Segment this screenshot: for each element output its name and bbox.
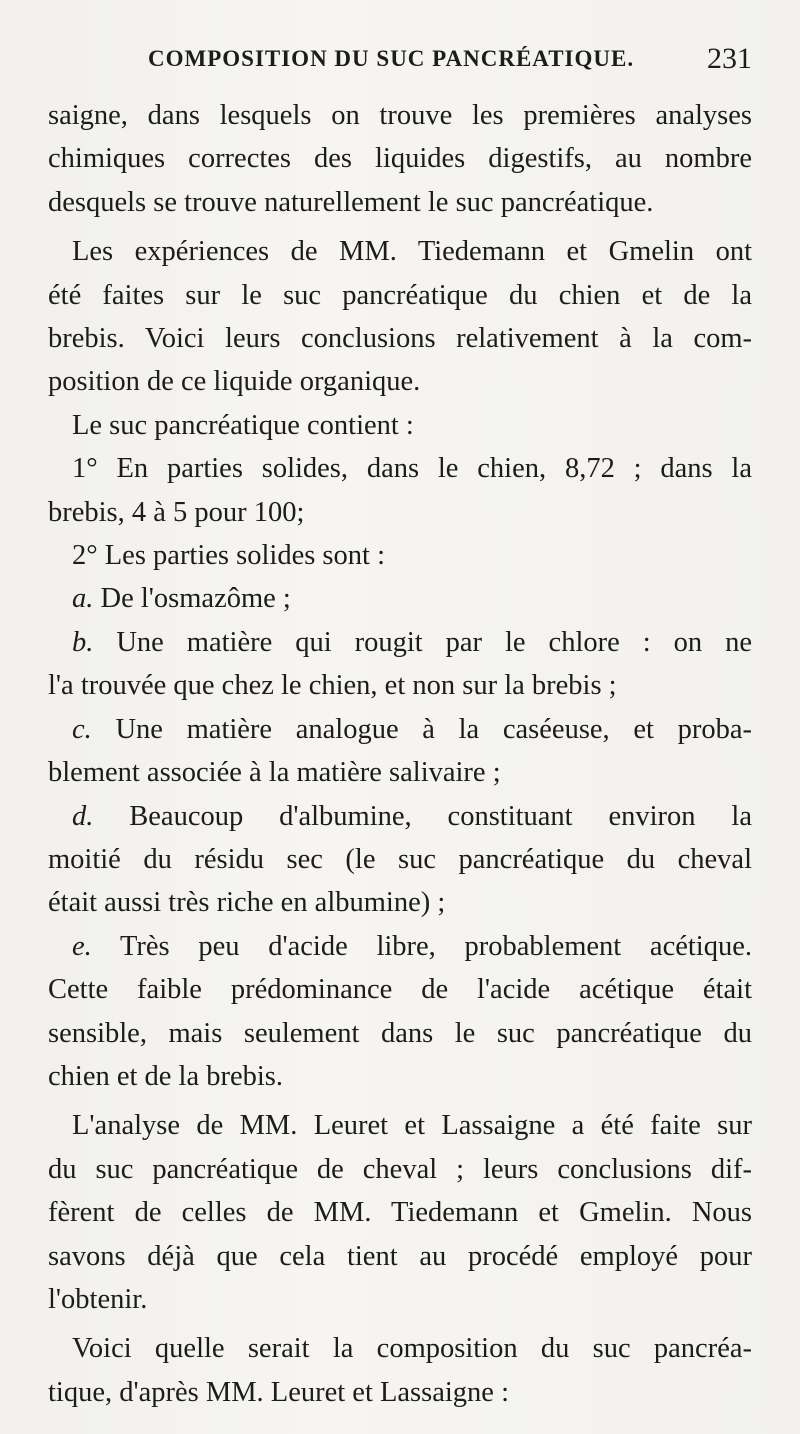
text-line: brebis. Voici leurs conclusions relativement à la com- (48, 323, 752, 355)
list-item-1-line (48, 491, 752, 534)
text-line: Très peu d'acide libre, probablement acétique. (91, 930, 752, 962)
paragraph-continuation-line (48, 137, 752, 180)
list-item-d-line (48, 881, 752, 924)
text-line: 1° En parties solides, dans le chien, 8,72 ; dans la (72, 453, 752, 485)
text-line: l'obtenir. (48, 1283, 148, 1315)
paragraph-line (48, 1278, 752, 1321)
paragraph-line (48, 317, 752, 360)
text-line: été faites sur le suc pancréatique du chien et de la (48, 279, 752, 311)
list-item-e (48, 925, 752, 968)
list-item-b-line (48, 664, 752, 707)
paragraph-contient (48, 404, 752, 447)
paragraph-tiedemann (48, 230, 752, 273)
running-title: COMPOSITION DU SUC PANCRÉATIQUE. (148, 46, 635, 71)
running-head (48, 44, 752, 94)
list-item-c (48, 708, 752, 751)
text-line: De l'osmazôme ; (93, 583, 291, 615)
item-letter: a. (72, 583, 94, 615)
text-line: était aussi très riche en albumine) ; (48, 887, 446, 919)
paragraph-continuation-line (48, 181, 752, 224)
text-line: du suc pancréatique de cheval ; leurs conclusions dif- (48, 1153, 752, 1185)
text-line: l'a trouvée que chez le chien, et non sur la brebis ; (48, 670, 617, 702)
item-letter: c. (72, 713, 92, 745)
text-line: fèrent de celles de MM. Tiedemann et Gmelin. Nous (48, 1197, 752, 1229)
text-line: saigne, dans lesquels on trouve les premières analyses (48, 100, 752, 131)
text-line: chimiques correctes des liquides digestifs, au nombre (48, 143, 752, 175)
text-line: brebis, 4 à 5 pour 100; (48, 496, 305, 528)
paragraph-continuation (48, 94, 752, 137)
item-letter: e. (72, 930, 92, 962)
text-line: Une matière analogue à la caséeuse, et proba- (91, 713, 752, 745)
list-item-a (48, 577, 752, 620)
text-line: Les expériences de MM. Tiedemann et Gmelin ont (72, 236, 752, 268)
text-line: Cette faible prédominance de l'acide acétique était (48, 974, 752, 1006)
text-line: L'analyse de MM. Leuret et Lassaigne a été faite sur (72, 1110, 752, 1142)
text-line: chien et de la brebis. (48, 1060, 284, 1092)
text-line: tique, d'après MM. Leuret et Lassaigne : (48, 1376, 509, 1408)
list-item-b (48, 621, 752, 664)
paragraph-composition (48, 1327, 752, 1370)
text-line: desquels se trouve naturellement le suc pancréatique. (48, 186, 654, 218)
text-line: moitié du résidu sec (le suc pancréatique du cheval (48, 843, 752, 875)
list-item-e-line (48, 1012, 752, 1055)
text-line: Beaucoup d'albumine, constituant environ la (93, 800, 752, 832)
paragraph-line (48, 274, 752, 317)
item-letter: d. (72, 800, 94, 832)
text-line: sensible, mais seulement dans le suc pancréatique du (48, 1017, 752, 1049)
list-item-e-line (48, 1055, 752, 1098)
list-item-1 (48, 447, 752, 490)
list-item-c-line (48, 751, 752, 794)
item-letter: b. (72, 626, 94, 658)
paragraph-line (48, 1235, 752, 1278)
list-item-d (48, 795, 752, 838)
text-line: Une matière qui rougit par le chlore : on ne (93, 626, 752, 658)
list-item-d-line (48, 838, 752, 881)
body-text (48, 94, 752, 1414)
page-number: 231 (707, 42, 752, 75)
text-line: Voici quelle serait la composition du suc pancréa- (72, 1333, 752, 1365)
paragraph-leuret (48, 1104, 752, 1147)
text-line: position de ce liquide organique. (48, 366, 421, 398)
list-item-2 (48, 534, 752, 577)
list-item-e-line (48, 968, 752, 1011)
text-line: savons déjà que cela tient au procédé employé pour (48, 1240, 752, 1272)
text-line: blement associée à la matière salivaire ; (48, 757, 501, 789)
text-line: Le suc pancréatique contient : (72, 409, 414, 441)
paragraph-line (48, 360, 752, 403)
paragraph-line (48, 1148, 752, 1191)
paragraph-line (48, 1191, 752, 1234)
text-line: 2° Les parties solides sont : (72, 540, 385, 572)
paragraph-line (48, 1371, 752, 1414)
